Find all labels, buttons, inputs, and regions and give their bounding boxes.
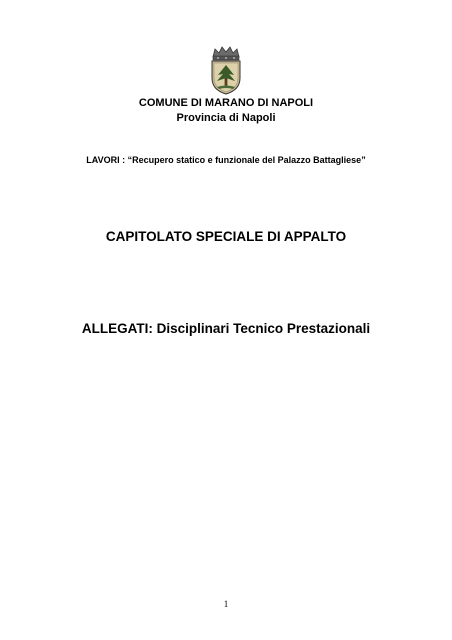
province-name: Provincia di Napoli [176,112,276,124]
municipality-name: COMUNE DI MARANO DI NAPOLI [138,97,314,109]
works-description: LAVORI : “Recupero statico e funzionale del Palazzo Battagliese” [86,155,366,165]
page-number: 1 [223,599,229,609]
document-subtitle: ALLEGATI: Disciplinari Tecnico Prestazionali [81,321,371,336]
municipal-coat-of-arms-icon [206,44,246,96]
document-title: CAPITOLATO SPECIALE DI APPALTO [105,229,347,244]
